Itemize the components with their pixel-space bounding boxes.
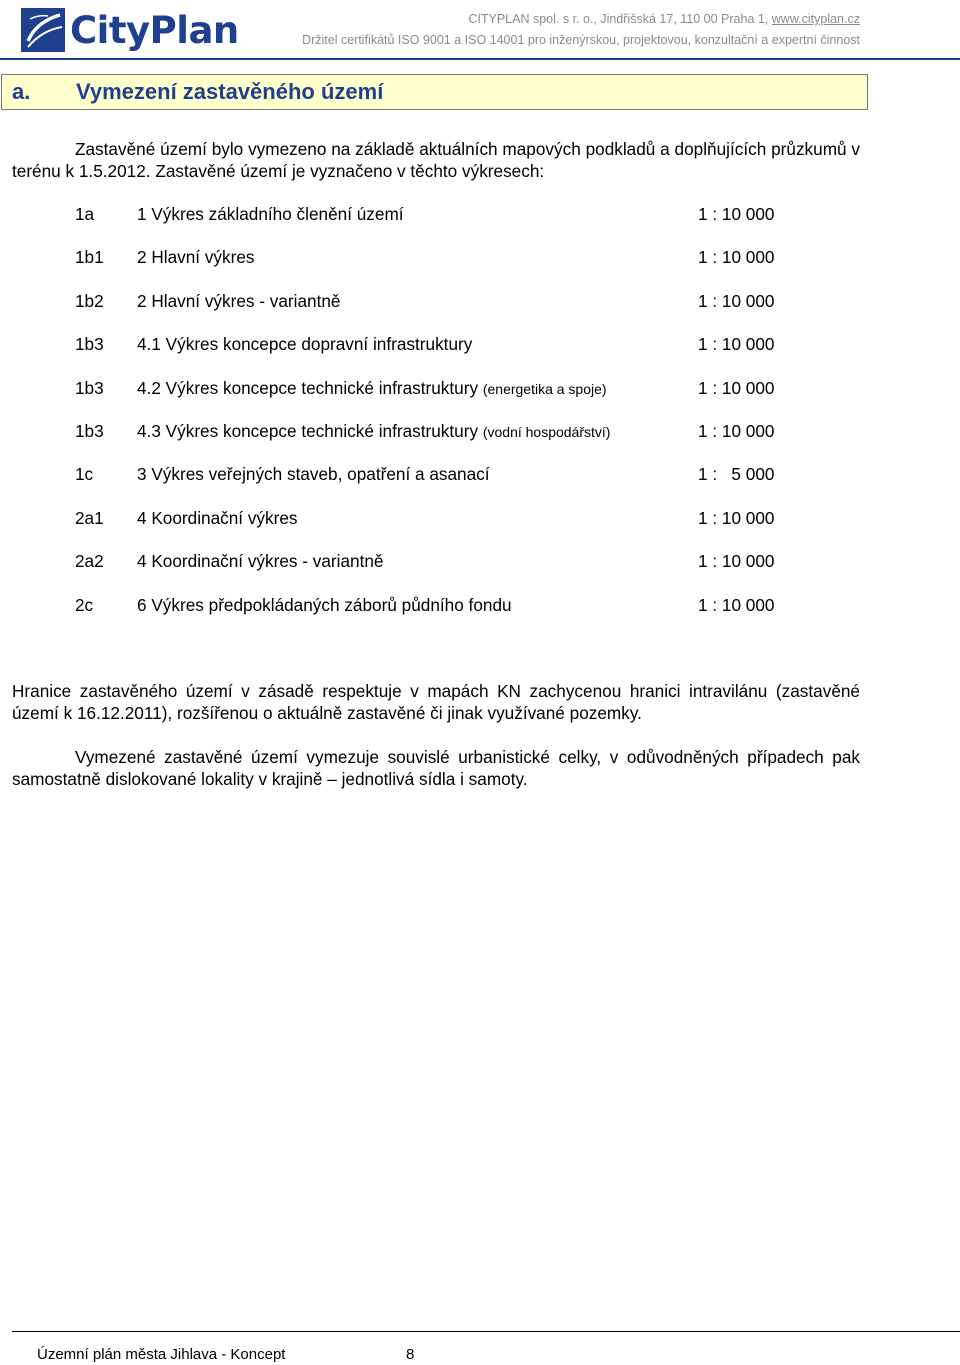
company-address-text: CITYPLAN spol. s r. o., Jindřišská 17, 110 00 Praha 1,	[468, 12, 772, 26]
drawing-name	[137, 246, 254, 268]
drawing-code: 1c	[75, 464, 94, 485]
drawing-row	[0, 550, 960, 593]
drawing-code: 1a	[75, 204, 95, 224]
drawing-title: 4.1 Výkres koncepce dopravní infrastruktury	[137, 334, 473, 355]
drawing-row	[0, 463, 960, 506]
drawing-code: 1b3	[75, 377, 104, 398]
drawing-title: 1 Výkres základního členění území	[137, 204, 404, 224]
footer-document-title: Územní plán města Jihlava - Koncept	[37, 1346, 286, 1363]
section-heading	[1, 74, 868, 110]
drawing-scale: 1 : 5 000	[698, 464, 775, 485]
footer-page-number: 8	[406, 1346, 415, 1363]
drawing-name	[137, 420, 610, 443]
drawing-note: (vodní hospodářství)	[482, 423, 611, 440]
drawing-scale: 1 : 10 000	[698, 247, 775, 268]
logo-wordmark: CityPlan	[70, 8, 239, 52]
drawing-code: 2a2	[75, 551, 104, 572]
drawing-row	[0, 246, 960, 289]
drawing-scale: 1 : 10 000	[698, 290, 775, 311]
drawing-row	[0, 377, 960, 420]
drawing-title: 3 Výkres veřejných staveb, opatření a asanací	[137, 464, 490, 485]
drawing-scale: 1 : 10 000	[698, 420, 775, 441]
drawing-note: (energetika a spoje)	[482, 380, 607, 397]
company-website-link[interactable]: www.cityplan.cz	[771, 12, 860, 26]
drawing-row	[0, 507, 960, 550]
drawing-title: 4.3 Výkres koncepce technické infrastruktury	[137, 420, 479, 441]
section-number: a.	[12, 79, 31, 104]
drawing-name	[137, 377, 607, 400]
drawing-scale: 1 : 10 000	[698, 551, 775, 572]
drawing-code: 1b2	[75, 290, 104, 311]
header-divider	[0, 58, 960, 60]
cityplan-logo-icon	[20, 7, 66, 53]
company-address	[468, 12, 860, 26]
drawing-title: 2 Hlavní výkres - variantně	[137, 290, 341, 311]
boundary-paragraph: Hranice zastavěného území v zásadě respektuje v mapách KN zachycenou hranici intravilánu (zastavěné území k 16.12.2011), rozšířenou o aktuálně zastavěné či jinak využívané pozemky.	[12, 681, 860, 723]
cityplan-logo	[20, 6, 239, 54]
drawing-title: 6 Výkres předpokládaných záborů půdního fondu	[137, 594, 512, 615]
drawing-code: 1b1	[75, 247, 104, 268]
drawings-list	[0, 203, 960, 637]
drawing-scale: 1 : 10 000	[698, 204, 775, 224]
drawing-code: 2c	[75, 594, 94, 615]
drawing-row	[0, 420, 960, 463]
drawing-title: 4 Koordinační výkres - variantně	[137, 551, 384, 572]
drawing-row	[0, 333, 960, 376]
drawing-name	[137, 333, 472, 355]
drawing-name	[137, 507, 298, 529]
drawing-code: 1b3	[75, 420, 104, 441]
drawing-scale: 1 : 10 000	[698, 334, 775, 355]
footer-divider	[12, 1331, 960, 1332]
drawing-row	[0, 290, 960, 333]
drawing-title: 2 Hlavní výkres	[137, 247, 255, 268]
drawing-row	[0, 594, 960, 637]
drawing-name	[137, 203, 404, 225]
certificate-line: Držitel certifikátů ISO 9001 a ISO 14001 pro inženýrskou, projektovou, konzultační a expertní činnost	[302, 33, 860, 47]
drawing-title: 4 Koordinační výkres	[137, 507, 298, 528]
drawing-name	[137, 594, 512, 616]
intro-paragraph: Zastavěné území bylo vymezeno na základě aktuálních mapových podkladů a doplňujících průzkumů v terénu k 1.5.2012. Zastavěné území je vyznačeno v těchto výkresech:	[12, 139, 860, 181]
drawing-row	[0, 203, 960, 246]
drawing-scale: 1 : 10 000	[698, 377, 775, 398]
drawing-title: 4.2 Výkres koncepce technické infrastruktury	[137, 377, 479, 398]
drawing-scale: 1 : 10 000	[698, 507, 775, 528]
section-title: Vymezení zastavěného území	[76, 79, 384, 104]
drawing-code: 2a1	[75, 507, 104, 528]
drawing-name	[137, 463, 490, 485]
drawing-scale: 1 : 10 000	[698, 594, 775, 615]
drawing-name	[137, 290, 340, 312]
drawing-code: 1b3	[75, 334, 104, 355]
delimitation-paragraph: Vymezené zastavěné území vymezuje souvislé urbanistické celky, v odůvodněných případech pak samostatně dislokované lokality v krajině – jednotlivá sídla i samoty.	[12, 747, 860, 789]
drawing-name	[137, 550, 383, 572]
